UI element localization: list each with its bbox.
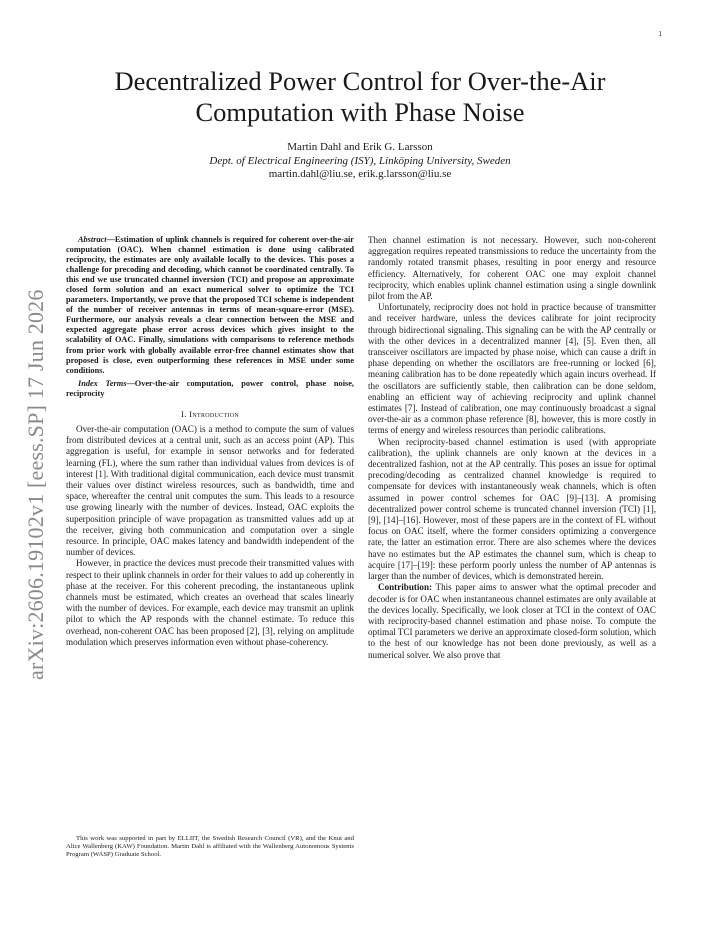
- paper-title: Decentralized Power Control for Over-the-Air Computation with Phase Noise: [114, 66, 606, 127]
- author-block: [60, 141, 660, 182]
- arxiv-identifier-stamp: arXiv:2606.19102v1 [eess.SP] 17 Jun 2026: [23, 289, 48, 680]
- section-heading: [66, 409, 354, 420]
- section-number: I.: [181, 408, 187, 419]
- funding-footnote: This work was supported in part by ELLIIT, the Swedish Research Council (VR), and the Knut and Alice Wallenberg (KAW) Foundation. Martin Dahl is affiliated with the Wallenberg Autonomous Systems Program (WASP) Graduate School.: [66, 835, 354, 858]
- abstract: [66, 235, 354, 376]
- author-names: Martin Dahl and Erik G. Larsson: [287, 141, 433, 153]
- author-affiliation: Dept. of Electrical Engineering (ISY), Linköping University, Sweden: [209, 154, 511, 167]
- paragraph: However, in practice the devices must precode their transmitted values with respect to their uplink channels in order for their values to add up coherently in phase at the receiver. For this coherent precoding, the instantaneous uplink channels must be estimated, which creates an overhead that scales linearly with the number of devices. For example, each device may transmit an uplink pilot to which the AP responds with the channel estimate. To reduce this overhead, non-coherent OAC has been proposed [2], [3], relying on amplitude modulation which preserves information even without phase-coherency.: [66, 558, 354, 647]
- contribution-text: This paper aims to answer what the optimal precoder and decoder is for OAC when instantaneous channel estimates are only available at the devices locally. Specifically, we look closer at TCI in the context of OAC with reciprocity-based channel estimation and phase noise. To compute the optimal TCI parameters we derive an approximate closed-form solution, which to the best of our knowledge has not been done previously, as well as a numerical solver. We also prove that: [368, 582, 656, 660]
- paragraph: Then channel estimation is not necessary. However, such non-coherent aggregation requires repeated transmissions to reduce the uncertainty from the randomly rotated transmit phases, resulting in poor energy and resource efficiency. Alternatively, for coherent OAC one may exploit channel reciprocity, which enables uplink channel estimation using a single downlink pilot from the AP.: [368, 235, 656, 302]
- paragraph: Over-the-air computation (OAC) is a method to compute the sum of values from distributed devices at a central unit, such as an access point (AP). This aggregation is useful, for example in sensor networks and for federated learning (FL), where the sum rather than individual values from devices is of interest [1]. With traditional digital communication, each device must transmit their values over distinct wireless resources, such as bandwidth, time and space, whereafter the central unit computes the sum. This leads to a resource use growing linearly with the number of devices. Instead, OAC exploits the superposition principle of wave propagation as transmitted values add up at the receiver, giving both communication and computation over a single resource. In principle, OAC makes latency and bandwidth independent of the number of devices.: [66, 423, 354, 558]
- right-column: [368, 235, 656, 661]
- left-column: [66, 235, 354, 648]
- index-terms: [66, 379, 354, 399]
- paragraph: When reciprocity-based channel estimation is used (with appropriate calibration), the uplink channels are only known at the devices in a decentralized fashion, not at the AP centrally. This poses an issue for optimal precoding/decoding as centralized channel knowledge is required to compensate for devices with instantaneously weak channels, which is often assumed in power control schemes for OAC [9]–[13]. A promising decentralized power control scheme is truncated channel inversion (TCI) [1], [9], [14]–[16]. However, most of these papers are in the context of FL without focus on OAC itself, where the former considers optimizing a convergence rate, the latter an estimation error. There are also schemes where the devices have no estimates but the AP estimates the channel sum, which is cheap to acquire [17]–[19]: these perform poorly unless the number of AP antennas is larger than the number of devices, which is demonstrated herein.: [368, 436, 656, 582]
- page-number: 1: [658, 30, 662, 38]
- author-email: martin.dahl@liu.se, erik.g.larsson@liu.se: [268, 168, 452, 180]
- abstract-text: —Estimation of uplink channels is required for coherent over-the-air computation (OAC). When channel estimation is done using calibrated reciprocity, the estimates are only available locally to the devices. This poses a challenge for precoding and decoding, which cannot be coordinated centrally. To this end we use truncated channel inversion (TCI) and propose an approximate closed form solution and an exact numerical solver to optimize the TCI parameters. Importantly, we prove that the proposed TCI scheme is independent of the number of receiver antennas in terms of mean-square-error (MSE). Furthermore, our analysis reveals a clear connection between the MSE and expected aggregate phase error across devices which gives insight to the scalability of OAC. Finally, simulations with comparisons to reference methods from prior work with globally available error-free channel estimates show that proposed is close, even outperforming these references in MSE under some conditions.: [66, 235, 354, 375]
- contribution-paragraph: [368, 582, 656, 660]
- section-title: Introduction: [189, 408, 239, 419]
- index-terms-lead: Index Terms: [78, 378, 127, 388]
- abstract-lead: Abstract: [78, 235, 107, 244]
- paragraph: Unfortunately, reciprocity does not hold in practice because of transmitter and receiver hardware, unless the devices calibrate for joint reciprocity through bidirectional signaling. This signaling can be with the AP centrally or with the other devices in a decentralized manner [4], [5]. Even then, all transceiver oscillators are impacted by phase noise, which can cause a drift in phase depending on whether the oscillators are free-running or locked [6], meaning calibration has to be done repeatedly which again incurs overhead. If the oscillators are sufficiently stable, then calibration can be done seldom, enabling an efficient way of achieving reciprocity and uplink channel estimates [7]. Instead of calibration, one may continuously broadcast a signal over-the-air as a common phase reference [8], however, this is more costly in terms of energy and wireless resources than periodic calibrations.: [368, 302, 656, 436]
- index-terms-text: —Over-the-air computation, power control, phase noise, reciprocity: [66, 378, 354, 398]
- contribution-lead: Contribution:: [378, 582, 433, 593]
